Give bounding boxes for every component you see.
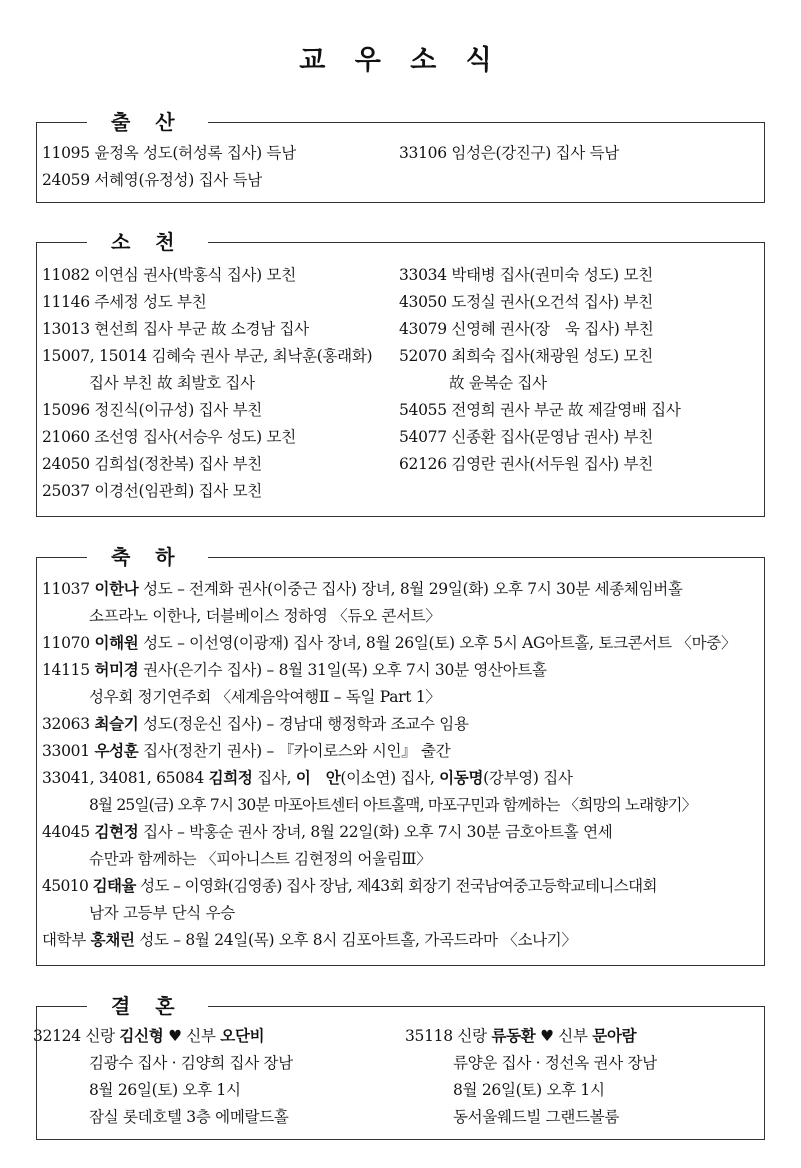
congrats-line: 성우회 정기연주회 〈세계음악여행Ⅱ – 독일 Part 1〉 [89,688,441,706]
death-item: 11146 주세정 성도 부친 [42,293,207,311]
congrats-section-title: 축 하 [87,544,208,570]
congrats-line: 8월 25일(금) 오후 7시 30분 마포아트센터 아트홀맥, 마포구민과 함께하는 〈희망의 노래향기〉 [89,796,697,814]
wedding-detail: 잠실 롯데호텔 3층 에메랄드홀 [89,1108,289,1126]
death-item: 25037 이경선(임관희) 집사 모친 [42,482,262,500]
wedding-head-left: 32124 신랑 김신형 ♥ 신부 오단비 [33,1026,265,1045]
wedding-detail: 8월 26일(토) 오후 1시 [89,1081,241,1099]
death-item: 52070 최희숙 집사(채광원 성도) 모친 [399,347,653,365]
birth-section [36,110,765,203]
death-section [36,230,765,517]
birth-item: 33106 임성은(강진구) 집사 득남 [399,144,619,162]
birth-section-title: 출 산 [87,109,208,135]
death-item: 11082 이연심 권사(박홍식 집사) 모친 [42,266,296,284]
congrats-line: 소프라노 이한나, 더블베이스 정하영 〈듀오 콘서트〉 [89,607,441,625]
wedding-detail: 류양운 집사 · 정선옥 권사 장남 [453,1054,657,1072]
death-item: 24050 김희섭(정찬복) 집사 부친 [42,455,262,473]
death-item: 62126 김영란 권사(서두원 집사) 부친 [399,455,653,473]
page-title: 교 우 소 식 [299,45,502,76]
congrats-line: 44045 김현정 집사 – 박홍순 권사 장녀, 8월 22일(화) 오후 7시 30분 금호아트홀 연세 [42,822,613,841]
congrats-line: 슈만과 함께하는 〈피아니스트 김현정의 어울림Ⅲ〉 [89,850,432,868]
congrats-section [36,545,765,966]
death-item: 15007, 15014 김혜숙 권사 부군, 최낙훈(홍래화) [42,347,373,365]
congrats-line: 11037 이한나 성도 – 전계화 권사(이중근 집사) 장녀, 8월 29일(화) 오후 7시 30분 세종체임버홀 [42,579,683,598]
death-item: 54055 전영희 권사 부군 故 제갈영배 집사 [399,401,681,419]
death-item: 33034 박태병 집사(권미숙 성도) 모친 [399,266,653,284]
congrats-line: 남자 고등부 단식 우승 [89,904,235,922]
wedding-section-title: 결 혼 [87,993,208,1019]
wedding-head-right: 35118 신랑 류동환 ♥ 신부 문아람 [405,1026,637,1045]
congrats-line: 45010 김태율 성도 – 이영화(김영종) 집사 장남, 제43회 회장기 전국남여중고등학교테니스대회 [42,876,657,895]
birth-item: 24059 서혜영(유정성) 집사 득남 [42,171,262,189]
death-section-title: 소 천 [87,229,208,255]
congrats-line: 32063 최슬기 성도(정운신 집사) – 경남대 행정학과 조교수 임용 [42,714,469,733]
wedding-detail: 동서울웨드빌 그랜드볼룸 [453,1108,620,1126]
death-item: 54077 신종환 집사(문영남 권사) 부친 [399,428,653,446]
death-item: 43050 도정실 권사(오건석 집사) 부친 [399,293,653,311]
death-item: 15096 정진식(이규성) 집사 부친 [42,401,262,419]
death-item: 13013 현선희 집사 부군 故 소경남 집사 [42,320,309,338]
congrats-line: 14115 허미경 권사(은기수 집사) – 8월 31일(목) 오후 7시 30분 영산아트홀 [42,660,547,679]
birth-item: 11095 윤정옥 성도(허성록 집사) 득남 [42,144,296,162]
congrats-line: 11070 이해원 성도 – 이선영(이광재) 집사 장녀, 8월 26일(토) 오후 5시 AG아트홀, 토크콘서트 〈마중〉 [42,633,737,652]
death-item: 43079 신영혜 권사(장 욱 집사) 부친 [399,320,654,338]
death-item: 21060 조선영 집사(서승우 성도) 모친 [42,428,296,446]
wedding-detail: 8월 26일(토) 오후 1시 [453,1081,605,1099]
wedding-section [33,994,765,1140]
wedding-detail: 김광수 집사 · 김양희 집사 장남 [89,1054,293,1072]
congrats-line: 33001 우성훈 집사(정찬기 권사) – 『카이로스와 시인』 출간 [42,741,451,760]
death-item: 故 윤복순 집사 [449,374,547,392]
congrats-line: 대학부 홍채린 성도 – 8월 24일(목) 오후 8시 김포아트홀, 가곡드라마 〈소나기〉 [42,930,577,949]
congrats-line: 33041, 34081, 65084 김희정 집사, 이 안(이소연) 집사, 이동명(강부영) 집사 [42,768,573,787]
death-item: 집사 부친 故 최발호 집사 [89,374,255,392]
